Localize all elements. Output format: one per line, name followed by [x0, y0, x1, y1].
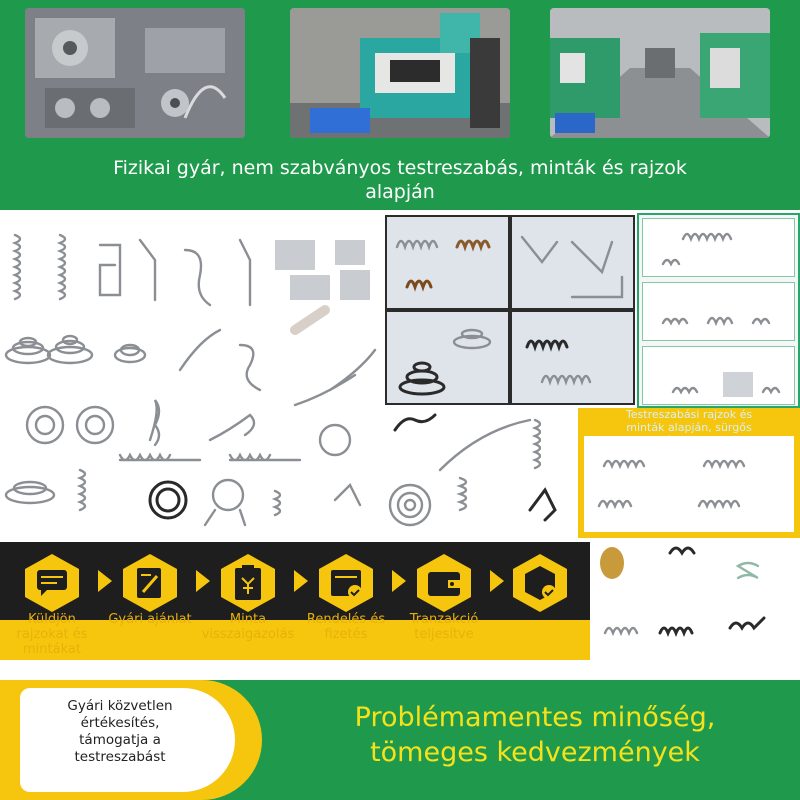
compression-spring-photo [387, 217, 508, 308]
factory-floor-photo [550, 8, 770, 138]
process-step-sample-confirm: Minta visszaigazolás [208, 552, 288, 614]
spring-photo-grid [385, 215, 635, 405]
quality-slogan: Problémamentes minőség, tömeges kedvezmények [354, 702, 716, 768]
quote-clipboard-icon [217, 552, 279, 614]
spring-machine-closeup-photo [25, 8, 245, 138]
spring-sample-row-1 [642, 218, 795, 277]
calendar-check-icon [315, 552, 377, 614]
headline-line-1: Fizikai gyár, nem szabványos testreszabás, minták és rajzok [113, 157, 687, 179]
torsion-spring-photo [512, 217, 633, 308]
headline-banner [0, 150, 800, 210]
loose-springs-illustration [590, 538, 800, 663]
conical-spring-photo [387, 312, 508, 403]
custom-order-panel [578, 408, 800, 538]
process-step-send-drawings: Küldjön rajzokat és mintákat [12, 552, 92, 614]
spring-pile-photo [584, 436, 794, 532]
package-check-icon [509, 552, 571, 614]
spring-machine-photo [290, 8, 510, 138]
process-step-factory-quote: Gyári ajánlat [110, 552, 190, 614]
headline-line-2: alapján [365, 181, 435, 203]
custom-order-note: Testreszabási rajzok és minták alapján, sürgős [625, 408, 753, 434]
process-step-delivery [500, 552, 580, 614]
order-process-bar [0, 542, 590, 660]
extension-spring-photo [512, 312, 633, 403]
wallet-icon [413, 552, 475, 614]
process-step-transaction-complete: Tranzakció teljesítve [404, 552, 484, 614]
extension-spring-icon [120, 420, 540, 468]
factory-direct-text: Gyári közvetlen értékesítés, támogatja a testreszabást [67, 698, 173, 765]
spiral-spring-icon [6, 470, 555, 525]
process-step-order-payment: Rendelés és fizetés [306, 552, 386, 614]
small-spring-panel [637, 213, 800, 408]
spring-sample-row-2 [642, 282, 795, 341]
chat-icon [21, 552, 83, 614]
spring-sample-row-3 [642, 346, 795, 405]
battery-spring-contact-icon [275, 240, 370, 300]
compression-spring-icon [15, 235, 65, 299]
conical-spring-icon [6, 310, 375, 390]
edit-document-icon [119, 552, 181, 614]
wire-form-spring-icon [100, 240, 250, 305]
